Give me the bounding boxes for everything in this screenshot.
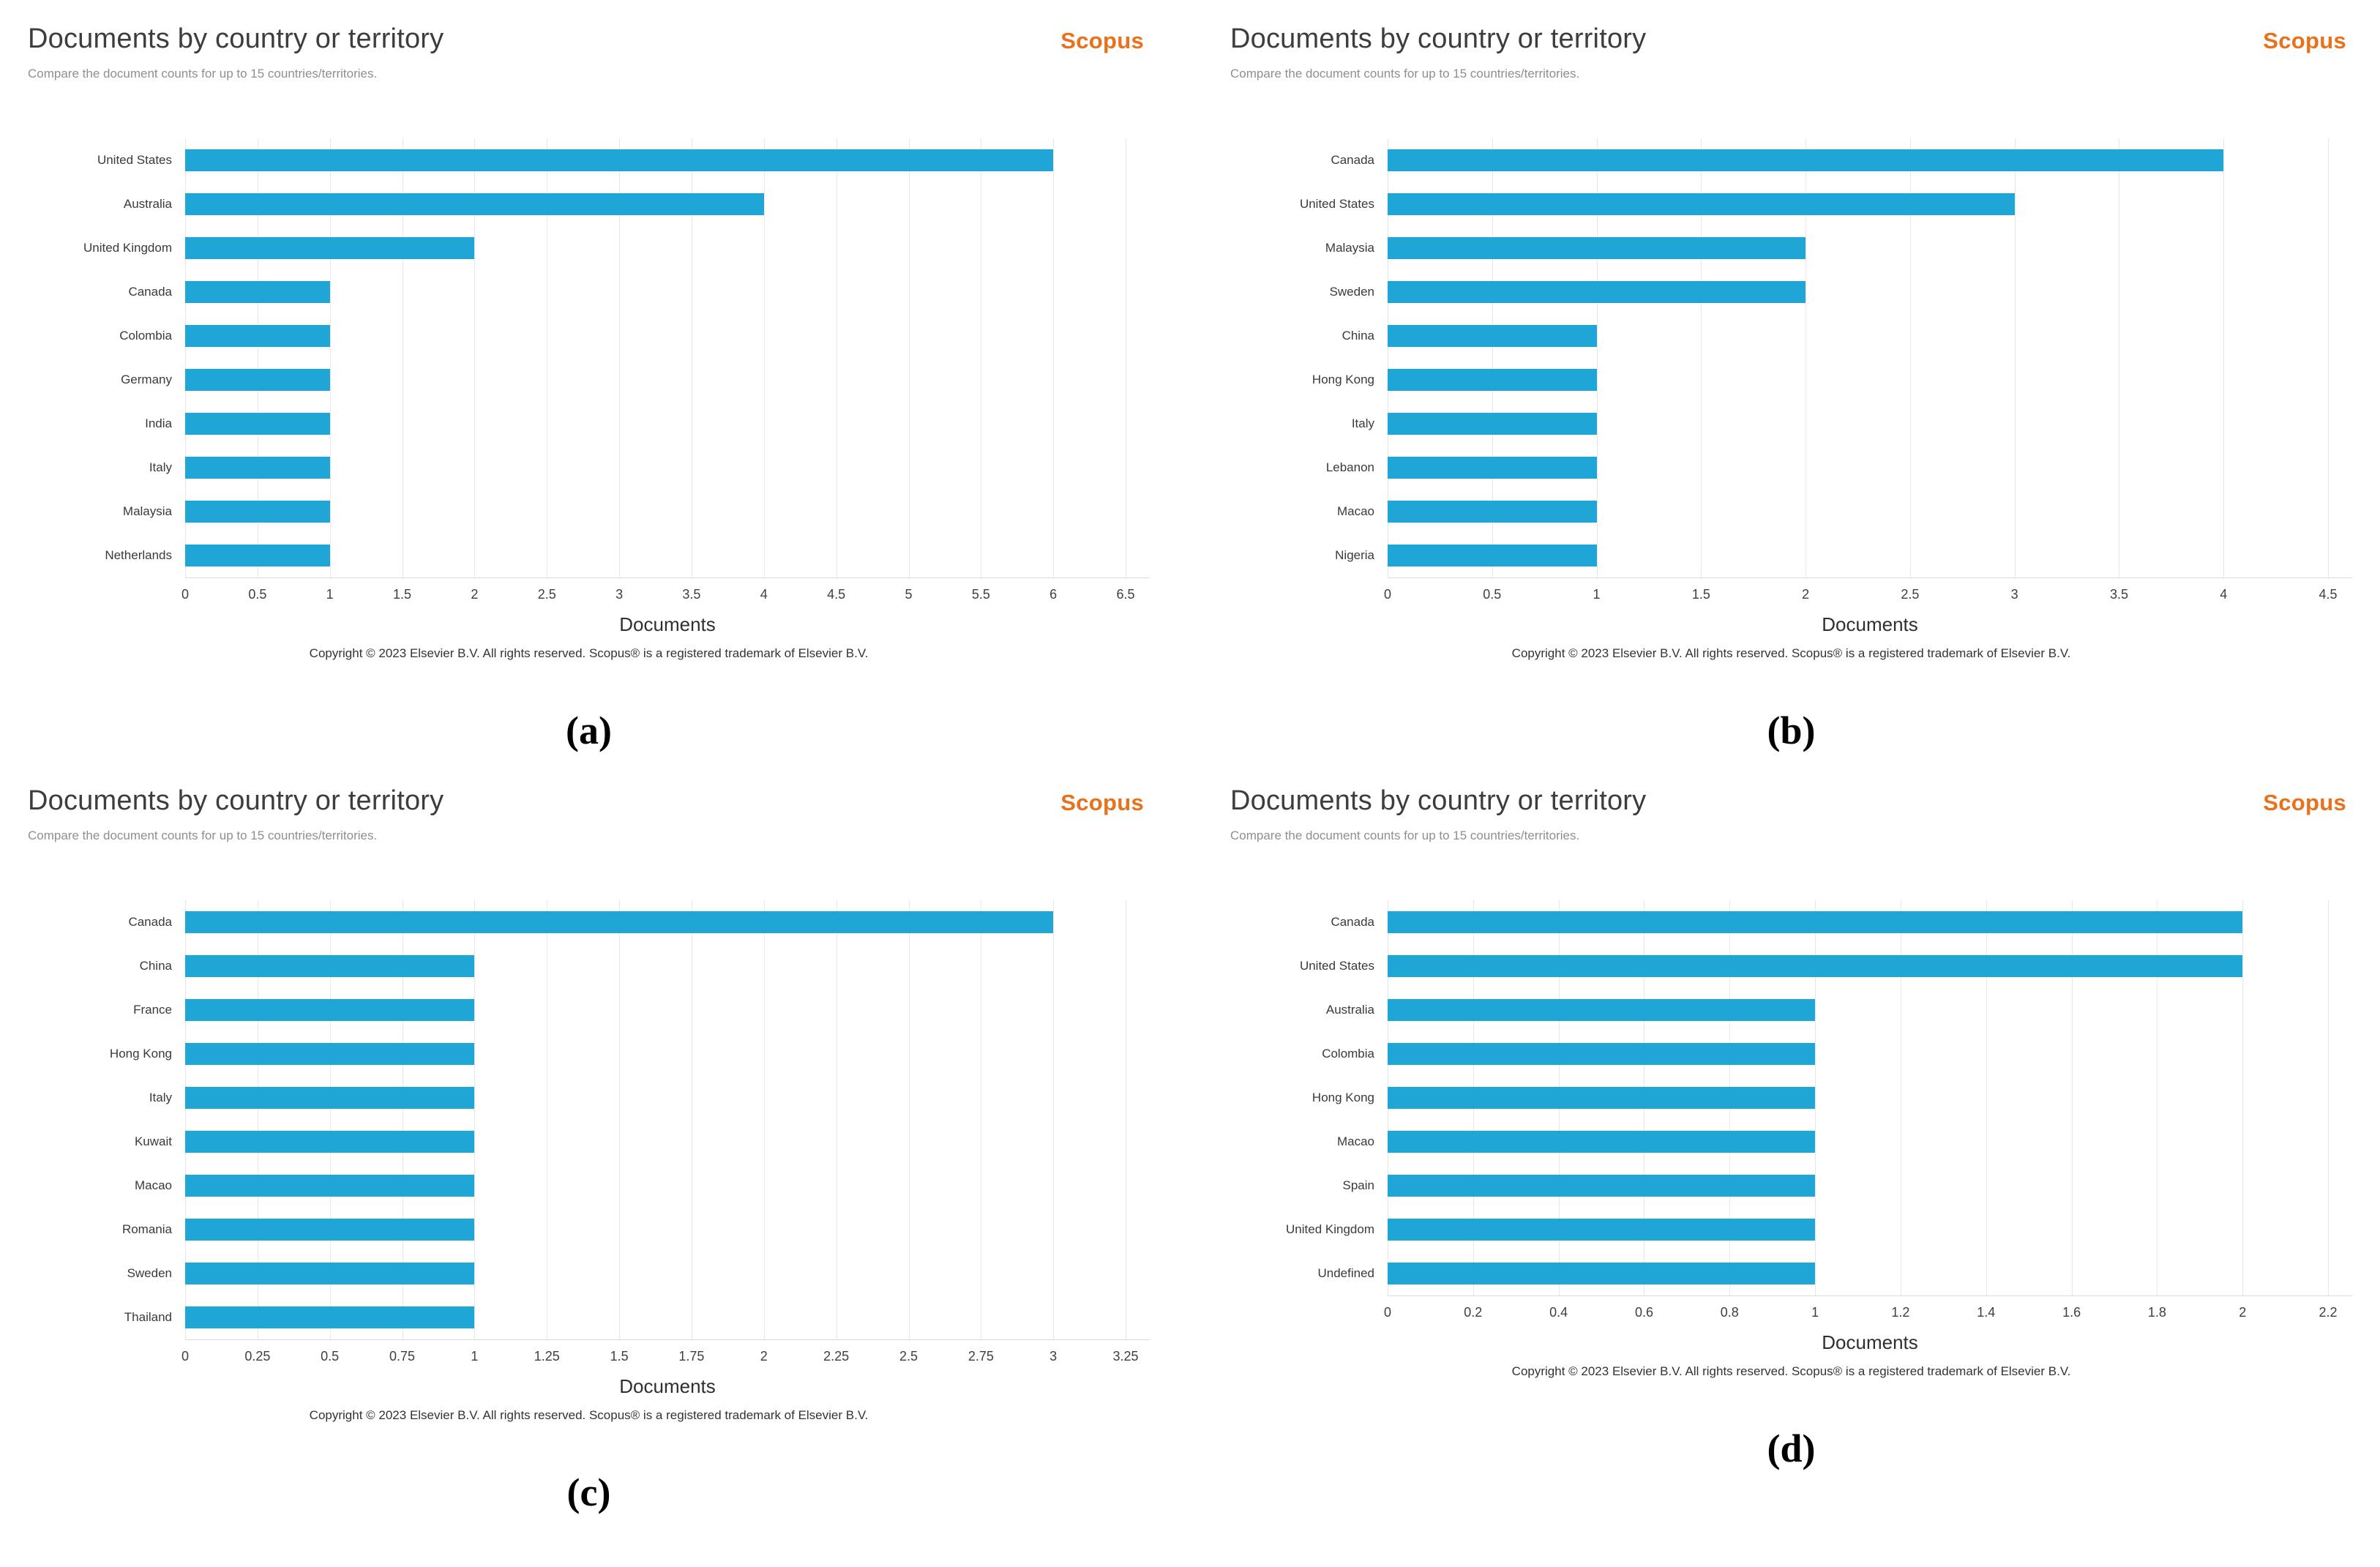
x-axis xyxy=(1383,1296,2352,1331)
bar xyxy=(185,1131,474,1153)
bar-row xyxy=(185,988,1150,1032)
x-tick-label: 1.5 xyxy=(1691,587,1710,602)
bar-row xyxy=(185,314,1150,358)
category-label: Italy xyxy=(1351,416,1374,430)
bar xyxy=(185,999,474,1021)
bar xyxy=(1388,237,1805,259)
bar-row xyxy=(1388,1120,2352,1164)
bar xyxy=(1388,545,1597,566)
x-tick-label: 3.5 xyxy=(2109,587,2128,602)
figure-panel-d xyxy=(1223,775,2360,1471)
x-tick-label: 0.5 xyxy=(248,587,267,602)
category-label: Canada xyxy=(1331,915,1374,929)
bar xyxy=(185,501,330,523)
category-label: Malaysia xyxy=(122,504,172,518)
x-tick-label: 1 xyxy=(326,587,334,602)
category-label: Hong Kong xyxy=(1311,1091,1374,1104)
x-tick-label: 3.25 xyxy=(1112,1349,1139,1364)
category-label: Spain xyxy=(1342,1178,1374,1192)
bar xyxy=(185,369,330,391)
bar xyxy=(1388,149,2223,171)
copyright-note: Copyright © 2023 Elsevier B.V. All rights reserved. Scopus® is a registered trademark of Elsevier B.V. xyxy=(309,1408,869,1422)
bar xyxy=(1388,1263,1815,1284)
category-label: Italy xyxy=(149,1091,172,1104)
bar-row xyxy=(185,1076,1150,1120)
bar-row xyxy=(1388,314,2352,358)
x-tick-label: 0 xyxy=(1383,587,1392,602)
category-label: India xyxy=(145,416,172,430)
category-label: Hong Kong xyxy=(1311,373,1374,386)
x-axis-title: Documents xyxy=(619,613,716,635)
bar xyxy=(185,193,764,215)
category-label: Canada xyxy=(128,915,172,929)
bar xyxy=(185,1175,474,1197)
chart-header xyxy=(28,785,1150,843)
bar xyxy=(1388,193,2015,215)
bar xyxy=(1388,457,1597,479)
bar xyxy=(185,545,330,566)
plot-wrap xyxy=(1230,138,2352,578)
bar-row xyxy=(1388,270,2352,314)
chart-subtitle: Compare the document counts for up to 15 countries/territories. xyxy=(1230,67,1580,81)
x-tick-label: 3 xyxy=(1049,1349,1058,1364)
category-label: Macao xyxy=(1336,1134,1374,1148)
x-tick-label: 0 xyxy=(1383,1305,1392,1320)
x-tick-label: 0.75 xyxy=(389,1349,416,1364)
scopus-logo: Scopus xyxy=(2263,28,2346,53)
x-tick-label: 2.5 xyxy=(899,1349,918,1364)
chart-title: Documents by country or territory xyxy=(1230,23,1647,54)
bar-row xyxy=(185,138,1150,182)
bar-row xyxy=(1388,490,2352,534)
plot-area xyxy=(185,900,1150,1340)
bar-row xyxy=(185,1032,1150,1076)
bar-row xyxy=(185,534,1150,577)
bar-row xyxy=(185,900,1150,944)
bar xyxy=(185,457,330,479)
bar xyxy=(1388,1087,1815,1109)
plot-area xyxy=(1388,138,2352,578)
x-tick-label: 1.2 xyxy=(1891,1305,1910,1320)
figure-label-d: (d) xyxy=(1767,1426,1816,1470)
category-label: Italy xyxy=(149,460,172,474)
bar-row xyxy=(185,270,1150,314)
bar xyxy=(1388,325,1597,347)
bar-row xyxy=(1388,358,2352,402)
category-label: Australia xyxy=(123,197,172,211)
figure-label-a: (a) xyxy=(566,708,612,752)
bar xyxy=(1388,1043,1815,1065)
x-tick-label: 2 xyxy=(760,1349,768,1364)
x-tick-label: 1 xyxy=(471,1349,479,1364)
bar xyxy=(1388,955,2242,977)
x-tick-label: 4 xyxy=(760,587,768,602)
category-label: Colombia xyxy=(1322,1047,1374,1061)
bar xyxy=(185,1087,474,1109)
x-tick-label: 1.5 xyxy=(610,1349,629,1364)
x-axis xyxy=(181,1340,1150,1375)
bar-row xyxy=(1388,1164,2352,1208)
figure-panel-b xyxy=(1223,13,2360,753)
bar xyxy=(1388,1131,1815,1153)
chart-titles xyxy=(28,785,444,843)
x-axis-title: Documents xyxy=(619,1375,716,1397)
category-label: Malaysia xyxy=(1325,241,1374,255)
copyright-note: Copyright © 2023 Elsevier B.V. All rights reserved. Scopus® is a registered trademark of Elsevier B.V. xyxy=(1511,1364,2071,1378)
bar-row xyxy=(185,226,1150,270)
chart-title: Documents by country or territory xyxy=(1230,785,1647,816)
scopus-logo: Scopus xyxy=(1060,790,1144,815)
chart-header xyxy=(1230,23,2352,81)
bar-row xyxy=(1388,1076,2352,1120)
bar-row xyxy=(1388,1208,2352,1252)
bar xyxy=(1388,369,1597,391)
x-tick-label: 0.2 xyxy=(1464,1305,1483,1320)
chart-titles xyxy=(1230,785,1646,843)
chart-title: Documents by country or territory xyxy=(28,23,444,54)
category-label: Undefined xyxy=(1317,1266,1374,1280)
category-label: China xyxy=(1341,329,1374,343)
category-label: United States xyxy=(97,153,172,167)
bar xyxy=(185,911,1053,933)
category-label: Canada xyxy=(128,285,172,299)
x-tick-label: 2 xyxy=(471,587,479,602)
x-tick-label: 0 xyxy=(181,1349,190,1364)
bar-row xyxy=(1388,1032,2352,1076)
scopus-chart-card xyxy=(20,775,1157,1423)
bar xyxy=(185,149,1053,171)
bar-row xyxy=(185,182,1150,226)
bar xyxy=(185,237,474,259)
scopus-chart-card xyxy=(1223,13,2360,661)
y-labels xyxy=(1230,900,1388,1296)
x-tick-label: 4.5 xyxy=(827,587,846,602)
x-tick-label: 2 xyxy=(1802,587,1810,602)
x-tick-label: 3 xyxy=(615,587,624,602)
scopus-chart-card xyxy=(1223,775,2360,1379)
bar-row xyxy=(1388,182,2352,226)
bar xyxy=(1388,1175,1815,1197)
category-label: Kuwait xyxy=(134,1134,172,1148)
category-label: Canada xyxy=(1331,153,1374,167)
x-tick-label: 1.6 xyxy=(2062,1305,2081,1320)
x-axis-title: Documents xyxy=(1822,1331,1918,1353)
x-tick-label: 4 xyxy=(2220,587,2228,602)
bar xyxy=(185,1219,474,1241)
category-label: Nigeria xyxy=(1335,548,1374,562)
category-label: United States xyxy=(1299,197,1374,211)
category-label: Romania xyxy=(121,1222,172,1236)
y-labels xyxy=(1230,138,1388,578)
figure-label-b: (b) xyxy=(1767,708,1816,752)
x-tick-label: 1.25 xyxy=(534,1349,560,1364)
bar-row xyxy=(185,358,1150,402)
category-label: Lebanon xyxy=(1325,460,1374,474)
category-label: United States xyxy=(1299,959,1374,973)
bar xyxy=(1388,1219,1815,1241)
y-labels xyxy=(28,138,185,578)
x-tick-label: 2.25 xyxy=(823,1349,850,1364)
bar-row xyxy=(1388,534,2352,577)
category-label: China xyxy=(139,959,172,973)
figure-panel-a xyxy=(20,13,1157,753)
bar-row xyxy=(1388,446,2352,490)
bar-row xyxy=(185,402,1150,446)
category-label: Sweden xyxy=(127,1266,172,1280)
category-label: Australia xyxy=(1325,1003,1374,1017)
bar xyxy=(185,1263,474,1284)
bar-row xyxy=(1388,900,2352,944)
x-axis-title: Documents xyxy=(1822,613,1918,635)
y-labels xyxy=(28,900,185,1340)
figure-panel-c xyxy=(20,775,1157,1515)
scopus-logo: Scopus xyxy=(1060,28,1144,53)
category-label: Colombia xyxy=(119,329,172,343)
bar-row xyxy=(185,446,1150,490)
x-tick-label: 0.6 xyxy=(1634,1305,1653,1320)
chart-subtitle: Compare the document counts for up to 15 countries/territories. xyxy=(28,67,378,81)
x-tick-label: 1 xyxy=(1811,1305,1819,1320)
x-tick-label: 0.5 xyxy=(321,1349,340,1364)
category-label: Sweden xyxy=(1329,285,1374,299)
bar-row xyxy=(185,1120,1150,1164)
bar-row xyxy=(1388,1252,2352,1295)
plot-wrap xyxy=(1230,900,2352,1296)
bar-row xyxy=(185,490,1150,534)
chart-header xyxy=(28,23,1150,81)
category-label: Netherlands xyxy=(105,548,172,562)
category-label: United Kingdom xyxy=(1286,1222,1374,1236)
chart-titles xyxy=(28,23,444,81)
scopus-logo: Scopus xyxy=(2263,790,2346,815)
plot-wrap xyxy=(28,900,1150,1340)
bar xyxy=(185,1043,474,1065)
x-tick-label: 2.2 xyxy=(2319,1305,2338,1320)
chart-subtitle: Compare the document counts for up to 15 countries/territories. xyxy=(28,829,378,842)
chart-subtitle: Compare the document counts for up to 15 countries/territories. xyxy=(1230,829,1580,842)
bar-row xyxy=(185,1164,1150,1208)
chart-header xyxy=(1230,785,2352,843)
bar xyxy=(1388,501,1597,523)
category-label: Thailand xyxy=(124,1310,172,1324)
copyright-note: Copyright © 2023 Elsevier B.V. All rights reserved. Scopus® is a registered trademark of Elsevier B.V. xyxy=(309,646,869,660)
x-tick-label: 1.5 xyxy=(393,587,412,602)
bar xyxy=(1388,911,2242,933)
bar xyxy=(185,281,330,303)
x-tick-label: 5.5 xyxy=(971,587,990,602)
category-label: France xyxy=(133,1003,172,1017)
bar-row xyxy=(185,1252,1150,1295)
bar-row xyxy=(1388,402,2352,446)
x-tick-label: 3 xyxy=(2010,587,2018,602)
x-tick-label: 0.25 xyxy=(244,1349,271,1364)
bar-row xyxy=(1388,226,2352,270)
x-tick-label: 6 xyxy=(1049,587,1058,602)
x-tick-label: 1.8 xyxy=(2147,1305,2166,1320)
bar xyxy=(1388,281,1805,303)
x-tick-label: 2.5 xyxy=(1901,587,1920,602)
x-axis xyxy=(181,578,1150,613)
plot-wrap xyxy=(28,138,1150,578)
bar-row xyxy=(1388,944,2352,988)
x-tick-label: 2.5 xyxy=(537,587,556,602)
x-tick-label: 1.75 xyxy=(678,1349,705,1364)
x-tick-label: 5 xyxy=(905,587,913,602)
bar-row xyxy=(1388,988,2352,1032)
plot-area xyxy=(185,138,1150,578)
bar xyxy=(185,413,330,435)
category-label: United Kingdom xyxy=(83,241,172,255)
bar xyxy=(1388,413,1597,435)
x-axis xyxy=(1383,578,2352,613)
x-tick-label: 0.4 xyxy=(1549,1305,1568,1320)
bar xyxy=(185,955,474,977)
x-tick-label: 2.75 xyxy=(968,1349,994,1364)
x-tick-label: 4.5 xyxy=(2319,587,2338,602)
bar xyxy=(185,1306,474,1328)
scopus-chart-card xyxy=(20,13,1157,661)
bar-row xyxy=(185,944,1150,988)
x-tick-label: 3.5 xyxy=(682,587,701,602)
chart-title: Documents by country or territory xyxy=(28,785,444,816)
chart-titles xyxy=(1230,23,1646,81)
category-label: Germany xyxy=(121,373,172,386)
x-tick-label: 2 xyxy=(2239,1305,2247,1320)
category-label: Macao xyxy=(134,1178,172,1192)
category-label: Hong Kong xyxy=(109,1047,172,1061)
bar-row xyxy=(185,1295,1150,1339)
copyright-note: Copyright © 2023 Elsevier B.V. All rights reserved. Scopus® is a registered trademark of Elsevier B.V. xyxy=(1511,646,2071,660)
bar xyxy=(185,325,330,347)
plot-area xyxy=(1388,900,2352,1296)
x-tick-label: 0 xyxy=(181,587,190,602)
x-tick-label: 0.5 xyxy=(1483,587,1502,602)
x-tick-label: 6.5 xyxy=(1116,587,1135,602)
x-tick-label: 0.8 xyxy=(1720,1305,1739,1320)
bar xyxy=(1388,999,1815,1021)
x-tick-label: 1 xyxy=(1593,587,1601,602)
category-label: Macao xyxy=(1336,504,1374,518)
bar-row xyxy=(185,1208,1150,1252)
bar-row xyxy=(1388,138,2352,182)
x-tick-label: 1.4 xyxy=(1977,1305,1996,1320)
figure-label-c: (c) xyxy=(566,1470,611,1514)
